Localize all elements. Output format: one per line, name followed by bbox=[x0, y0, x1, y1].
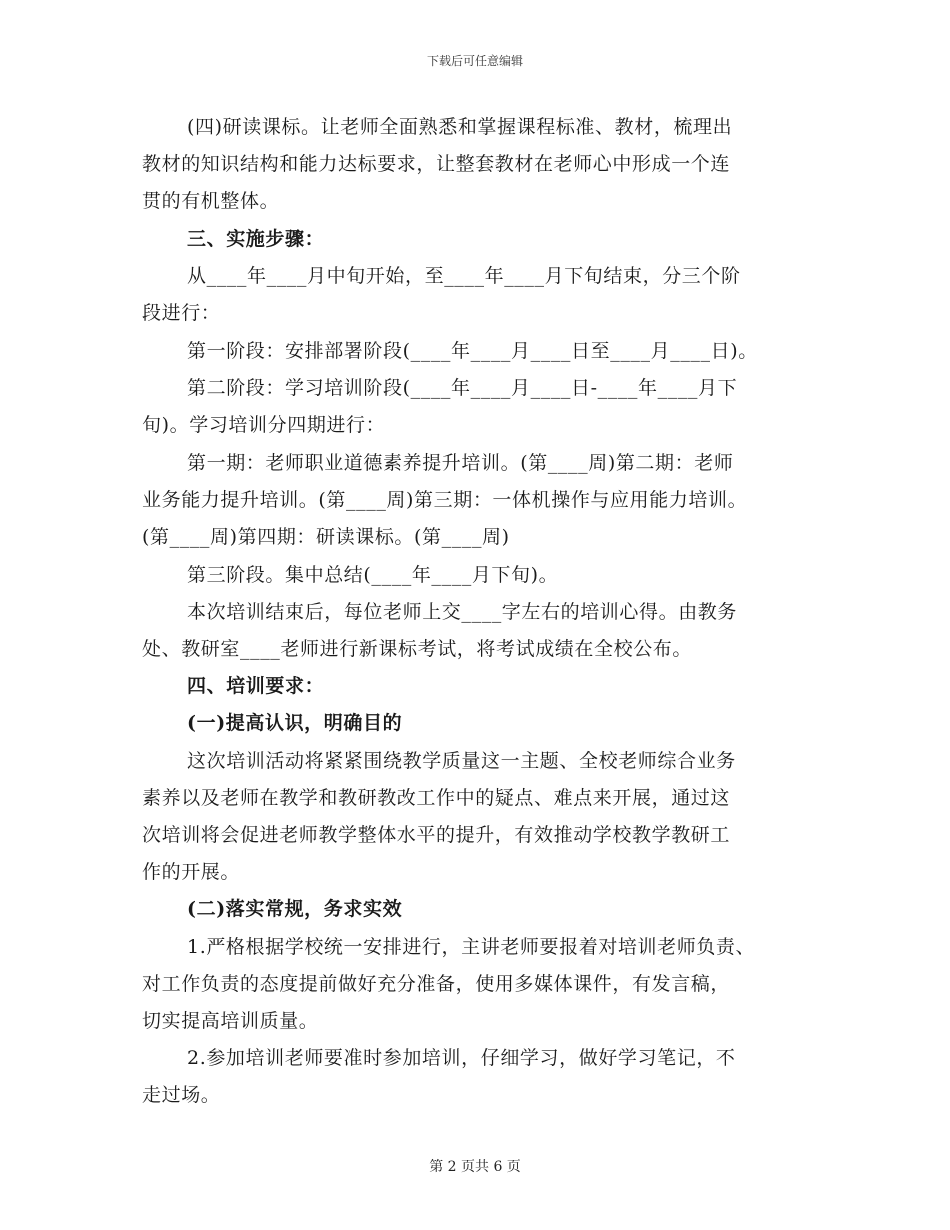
text-line: 业务能力提升培训。(第____周)第三期：一体机操作与应用能力培训。 bbox=[142, 489, 748, 511]
text-line: (四)研读课标。让老师全面熟悉和掌握课程标准、教材，梳理出 bbox=[187, 116, 733, 138]
page-footer: 第 2 页共 6 页 bbox=[429, 1159, 521, 1175]
text-line: 处、教研室____老师进行新课标考试，将考试成绩在全校公布。 bbox=[142, 638, 693, 660]
text-line: 贯的有机整体。 bbox=[142, 190, 280, 212]
text-line: 对工作负责的态度提前做好充分准备，使用多媒体课件，有发言稿， bbox=[142, 973, 731, 995]
text-line: 第一阶段：安排部署阶段(____年____月____日至____月____日)。 bbox=[187, 340, 758, 362]
text-line: 从____年____月中旬开始，至____年____月下旬结束，分三个阶 bbox=[187, 265, 741, 287]
section-heading: 四、培训要求： bbox=[187, 675, 325, 697]
text-line: 旬)。学习培训分四期进行： bbox=[142, 414, 386, 436]
text-line: 第三阶段。集中总结(____年____月下旬)。 bbox=[187, 564, 559, 586]
subsection-heading: (一)提高认识，明确目的 bbox=[187, 712, 403, 734]
text-line: (第____周)第四期：研读课标。(第____周) bbox=[142, 526, 510, 548]
text-line: 第二阶段：学习培训阶段(____年____月____日-____年____月下 bbox=[187, 377, 738, 399]
text-line: 1.严格根据学校统一安排进行，主讲老师要报着对培训老师负责、 bbox=[187, 936, 756, 958]
section-heading: 三、实施步骤： bbox=[187, 228, 325, 250]
text-line: 本次培训结束后，每位老师上交____字左右的培训心得。由教务 bbox=[187, 601, 738, 623]
text-line: 切实提高培训质量。 bbox=[142, 1010, 319, 1032]
text-line: 2.参加培训老师要准时参加培训，仔细学习，做好学习笔记，不 bbox=[187, 1047, 736, 1069]
text-line: 第一期：老师职业道德素养提升培训。(第____周)第二期：老师 bbox=[187, 452, 734, 474]
text-line: 段进行： bbox=[142, 302, 221, 324]
text-line: 走过场。 bbox=[142, 1084, 221, 1106]
text-line: 这次培训活动将紧紧围绕教学质量这一主题、全校老师综合业务 bbox=[187, 750, 736, 772]
text-line: 素养以及老师在教学和教研教改工作中的疑点、难点来开展，通过这 bbox=[142, 787, 731, 809]
text-line: 次培训将会促进老师教学整体水平的提升，有效推动学校教学教研工 bbox=[142, 824, 731, 846]
page-header: 下载后可任意编辑 bbox=[426, 54, 523, 68]
text-line: 教材的知识结构和能力达标要求，让整套教材在老师心中形成一个连 bbox=[142, 153, 731, 175]
subsection-heading: (二)落实常规，务求实效 bbox=[187, 898, 403, 920]
text-line: 作的开展。 bbox=[142, 861, 241, 883]
